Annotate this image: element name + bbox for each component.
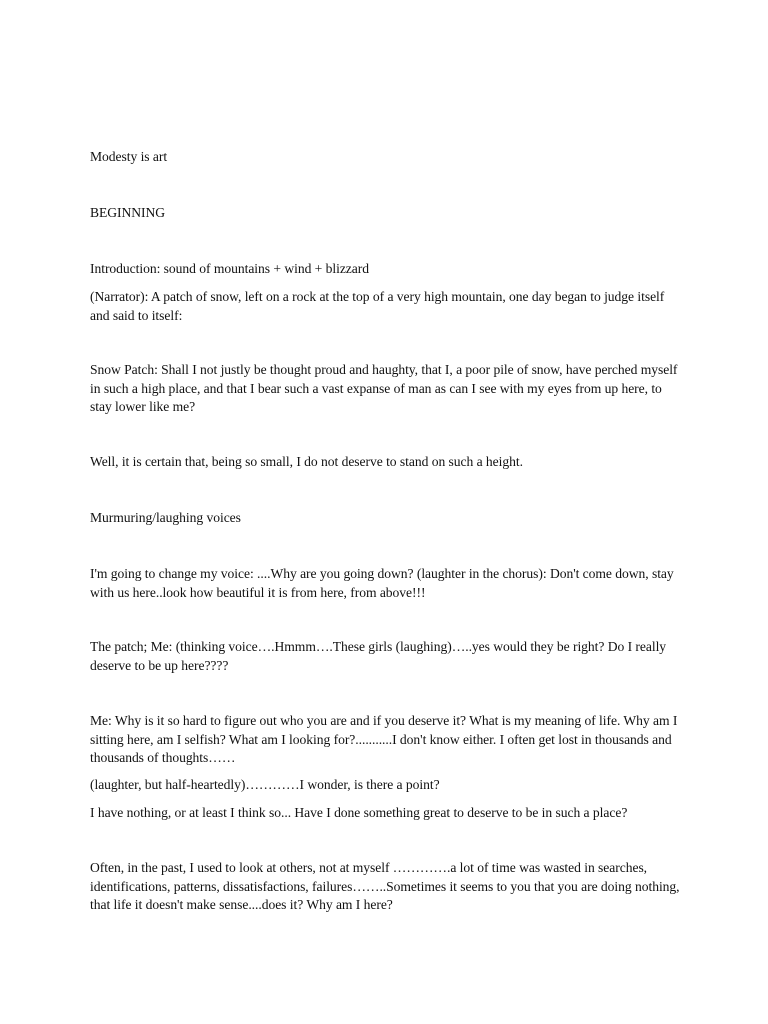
document-title: Modesty is art (90, 149, 168, 164)
paragraph: Snow Patch: Shall I not justly be thought proud and haughty, that I, a poor pile of snow, have perched myself in such a high place, and that I bear such a vast expanse of man as can I see with my eyes from up here, to stay lower like me? (90, 362, 678, 414)
paragraph: Murmuring/laughing voices (90, 510, 241, 525)
paragraph: (laughter, but half-heartedly)…………I wonder, is there a point? (90, 777, 440, 792)
paragraph: Often, in the past, I used to look at others, not at myself ………….a lot of time was wasted in searches, identifications, patterns, dissatisfactions, failures……..Sometimes it seems to you that you are doing nothing, that life it doesn't make sense....does it? Why am I here? (90, 860, 680, 912)
paragraph: I'm going to change my voice: ....Why are you going down? (laughter in the chorus): Don't come down, stay with us here..look how beautiful it is from here, from above!!! (90, 566, 674, 600)
paragraph: Introduction: sound of mountains + wind + blizzard (90, 261, 370, 276)
paragraph: Well, it is certain that, being so small, I do not deserve to stand on such a height. (90, 454, 523, 469)
section-heading: BEGINNING (90, 205, 166, 220)
paragraph: The patch; Me: (thinking voice….Hmmm….These girls (laughing)…..yes would they be right? Do I really deserve to be up here???? (90, 639, 667, 673)
paragraph: I have nothing, or at least I think so... Have I done something great to deserve to be in such a place? (90, 805, 628, 820)
paragraph: Me: Why is it so hard to figure out who you are and if you deserve it? What is my meaning of life. Why am I sitting here, am I selfish? What am I looking for?...........I don't know either. I often get lost in thousands and thousands of thoughts…… (90, 713, 678, 765)
paragraph: (Narrator): A patch of snow, left on a rock at the top of a very high mountain, one day began to judge itself and said to itself: (90, 289, 665, 323)
